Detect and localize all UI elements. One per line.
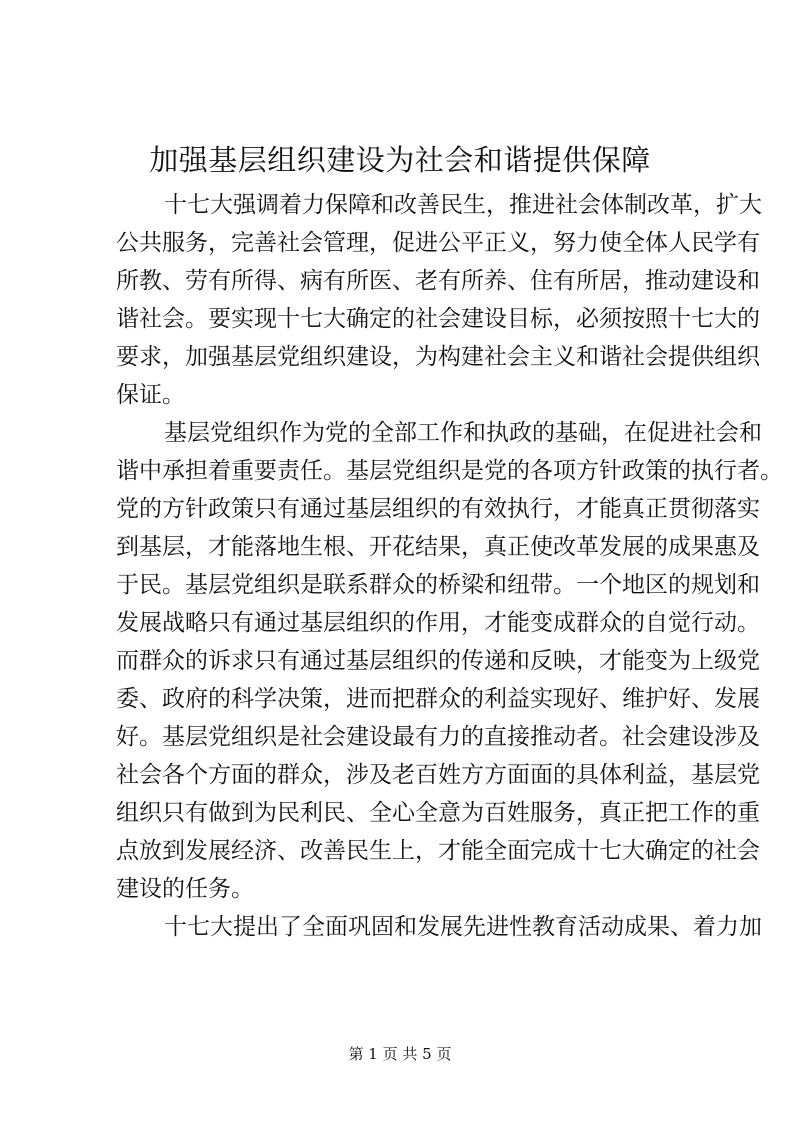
text-line: 要求，加强基层党组织建设，为构建社会主义和谐社会提供组织 (116, 344, 760, 370)
text-line: 建设的任务。 (116, 876, 254, 902)
text-line: 于民。基层党组织是联系群众的桥梁和纽带。一个地区的规划和 (116, 572, 760, 598)
paragraph (116, 186, 762, 414)
text-line: 所教、劳有所得、病有所医、老有所养、住有所居，推动建设和 (116, 268, 760, 294)
text-line: 基层党组织作为党的全部工作和执政的基础，在促进社会和 (164, 420, 762, 446)
page-number: 第 1 页 共 5 页 (348, 1045, 452, 1063)
text-line: 点放到发展经济、改善民生上，才能全面完成十七大确定的社会 (116, 838, 760, 864)
text-line: 而群众的诉求只有通过基层组织的传递和反映，才能变为上级党 (116, 648, 760, 674)
text-line: 组织只有做到为民利民、全心全意为百姓服务，真正把工作的重 (116, 800, 760, 826)
document-body (116, 186, 783, 946)
text-line: 公共服务，完善社会管理，促进公平正义，努力使全体人民学有 (116, 230, 760, 256)
document-title: 加强基层组织建设为社会和谐提供保障 (149, 143, 651, 177)
text-line: 好。基层党组织是社会建设最有力的直接推动者。社会建设涉及 (116, 724, 760, 750)
text-line: 谐中承担着重要责任。基层党组织是党的各项方针政策的执行者。 (116, 458, 783, 484)
text-line: 谐社会。要实现十七大确定的社会建设目标，必须按照十七大的 (116, 306, 760, 332)
text-line: 发展战略只有通过基层组织的作用，才能变成群众的自觉行动。 (116, 610, 760, 636)
paragraph (116, 414, 783, 908)
text-line: 十七大强调着力保障和改善民生，推进社会体制改革，扩大 (164, 192, 762, 218)
text-line: 到基层，才能落地生根、开花结果，真正使改革发展的成果惠及 (116, 534, 760, 560)
text-line: 党的方针政策只有通过基层组织的有效执行，才能真正贯彻落实 (116, 496, 760, 522)
text-line: 社会各个方面的群众，涉及老百姓方方面面的具体利益，基层党 (116, 762, 760, 788)
text-line: 委、政府的科学决策，进而把群众的利益实现好、维护好、发展 (116, 686, 760, 712)
text-line: 保证。 (116, 382, 185, 408)
paragraph (116, 908, 762, 946)
text-line: 十七大提出了全面巩固和发展先进性教育活动成果、着力加 (164, 914, 762, 940)
